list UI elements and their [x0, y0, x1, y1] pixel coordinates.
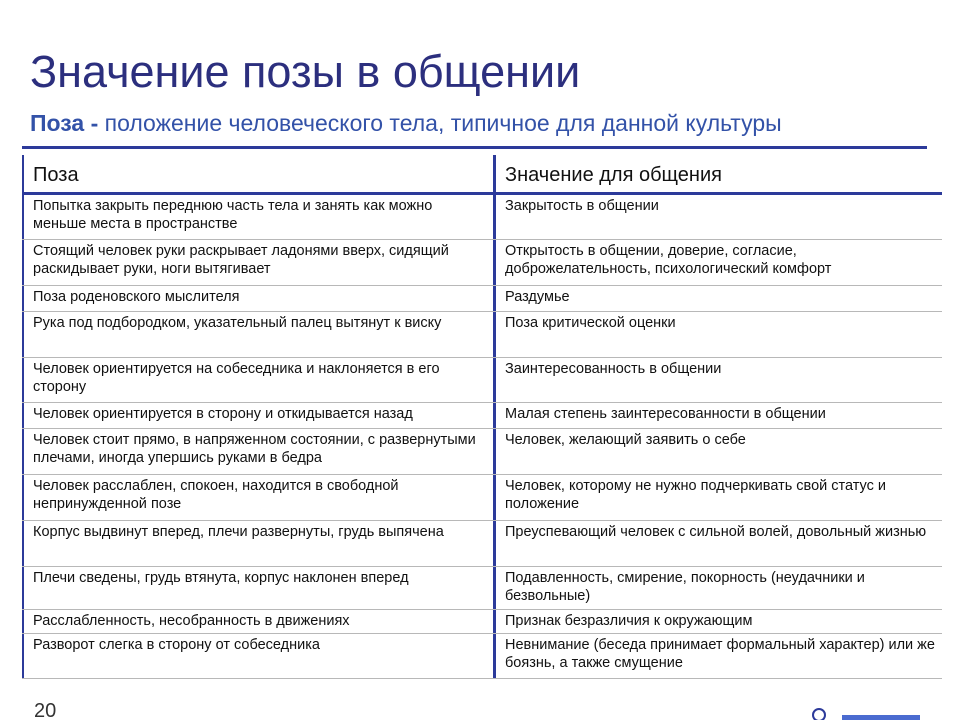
- meaning-cell: Человек, которому не нужно подчеркивать свой статус и положение: [505, 478, 887, 512]
- table-row: [22, 312, 942, 358]
- meaning-cell: Преуспевающий человек с сильной волей, довольный жизнью: [505, 524, 927, 540]
- header-meaning: Значение для общения: [505, 164, 722, 186]
- meaning-cell: Подавленность, смирение, покорность (неудачники и безвольные): [505, 570, 865, 604]
- meaning-cell: Малая степень заинтересованности в общении: [505, 406, 826, 422]
- table-row: [22, 475, 942, 521]
- meaning-cell: Признак безразличия к окружающим: [505, 613, 753, 629]
- posture-cell: Расслабленность, несобранность в движениях: [22, 610, 496, 633]
- table-row: [22, 521, 942, 567]
- meaning-cell: Заинтересованность в общении: [505, 361, 722, 377]
- posture-cell: Человек ориентируется в сторону и откидывается назад: [22, 403, 496, 428]
- posture-cell: Плечи сведены, грудь втянута, корпус наклонен вперед: [22, 567, 496, 609]
- posture-cell: Стоящий человек руки раскрывает ладонями вверх, сидящий раскидывает руки, ноги вытягивает: [22, 240, 496, 285]
- posture-cell: Корпус выдвинут вперед, плечи развернуты, грудь выпячена: [22, 521, 496, 566]
- slide-subtitle: [30, 110, 782, 137]
- table-row: [22, 403, 942, 429]
- table-row: [22, 429, 942, 475]
- meaning-cell: Закрытость в общении: [505, 198, 659, 214]
- meaning-cell: Раздумье: [505, 289, 570, 305]
- posture-cell: Человек ориентируется на собеседника и наклоняется в его сторону: [22, 358, 496, 402]
- posture-cell: Попытка закрыть переднюю часть тела и занять как можно меньше места в пространстве: [22, 195, 496, 239]
- table-row: [22, 358, 942, 403]
- table-row: [22, 240, 942, 286]
- subtitle-term: Поза -: [30, 110, 99, 136]
- table-header-row: [22, 155, 942, 195]
- meaning-cell: Невнимание (беседа принимает формальный характер) или же боязнь, а также смущение: [505, 637, 935, 671]
- table-row: [22, 286, 942, 312]
- posture-cell: Разворот слегка в сторону от собеседника: [22, 634, 496, 678]
- posture-cell: Рука под подбородком, указательный палец вытянут к виску: [22, 312, 496, 357]
- table-row: [22, 634, 942, 679]
- page-number: 20: [34, 700, 57, 720]
- posture-table: [22, 155, 942, 679]
- posture-cell: Поза роденовского мыслителя: [22, 286, 496, 311]
- table-row: [22, 195, 942, 240]
- table-row: [22, 567, 942, 610]
- title-divider: [22, 146, 927, 149]
- posture-cell: Человек расслаблен, спокоен, находится в свободной непринужденной позе: [22, 475, 496, 520]
- slide-title: Значение позы в общении: [30, 46, 581, 97]
- table-row: [22, 610, 942, 634]
- posture-cell: Человек стоит прямо, в напряженном состоянии, с развернутыми плечами, иногда упершись руками в бедра: [22, 429, 496, 474]
- subtitle-definition: положение человеческого тела, типичное для данной культуры: [98, 110, 782, 136]
- header-posture: Поза: [22, 155, 496, 192]
- meaning-cell: Человек, желающий заявить о себе: [505, 432, 746, 448]
- meaning-cell: Поза критической оценки: [505, 315, 676, 331]
- publisher-logo-icon: [812, 706, 922, 720]
- meaning-cell: Открытость в общении, доверие, согласие, доброжелательность, психологический комфорт: [505, 243, 832, 277]
